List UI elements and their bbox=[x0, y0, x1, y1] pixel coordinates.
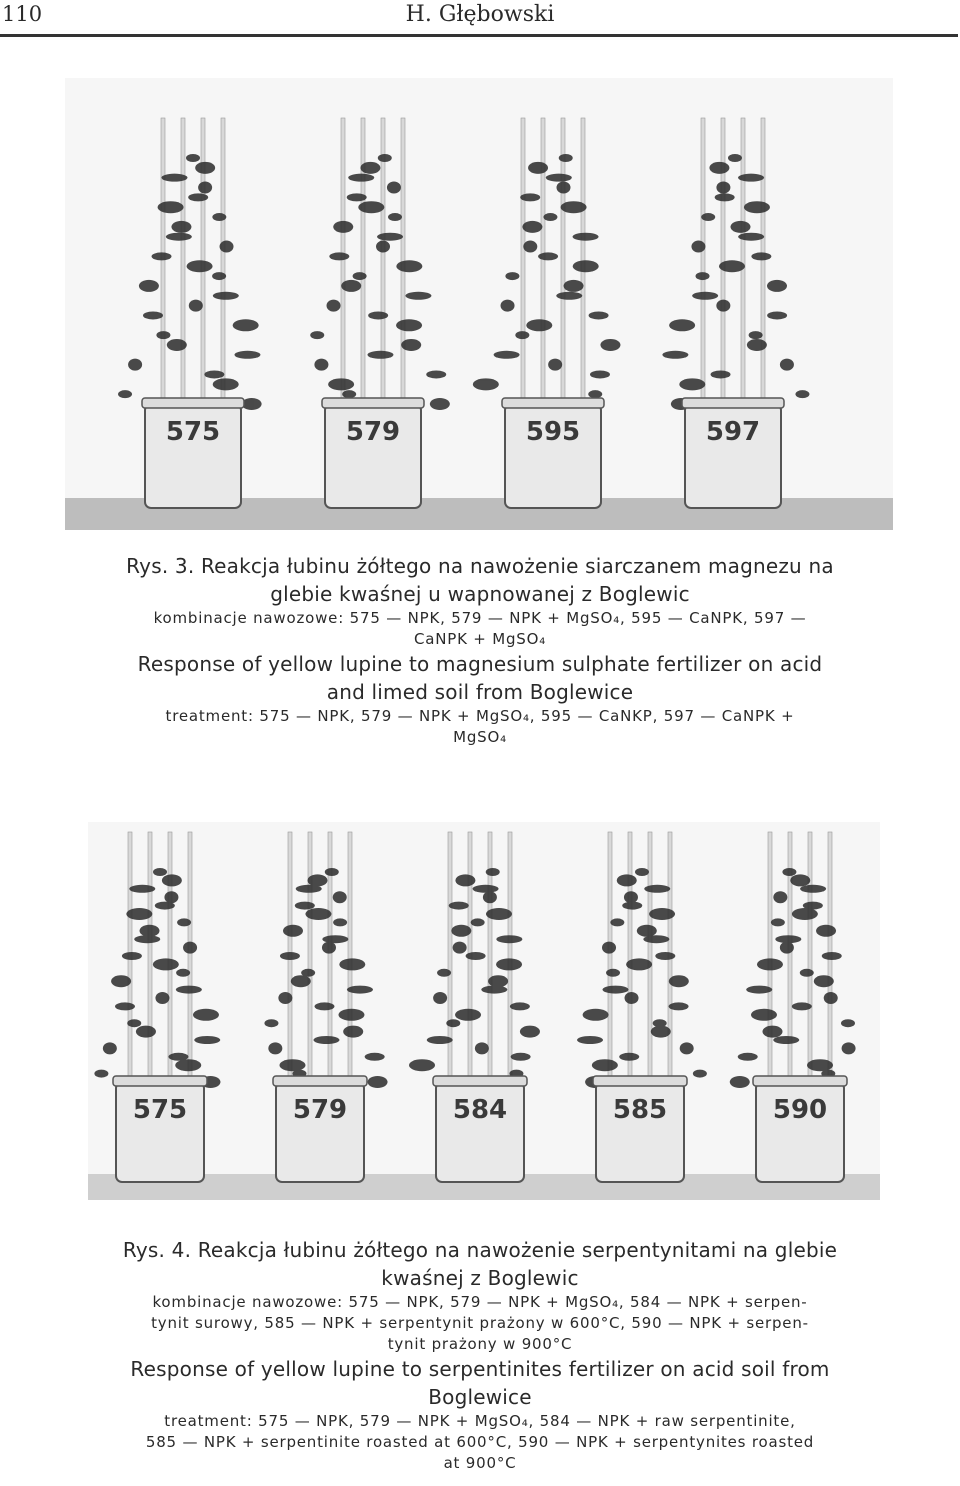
caption-pl-line1: Rys. 4. Reakcja łubinu żółtego na nawożenie serpentynitami na glebie bbox=[122, 1238, 838, 1262]
page-header bbox=[0, 0, 960, 38]
treatment-en-line2: MgSO₄ bbox=[453, 728, 507, 746]
caption-pl-line1: Rys. 3. Reakcja łubinu żółtego na nawożenie siarczanem magnezu na bbox=[126, 554, 834, 578]
pot-label: 575 bbox=[165, 417, 221, 447]
caption-en-line2: and limed soil from Boglewice bbox=[326, 680, 634, 704]
pot-label: 584 bbox=[452, 1095, 508, 1125]
pot-label: 597 bbox=[705, 417, 761, 447]
caption-pl-line2: kwaśnej z Boglewic bbox=[381, 1266, 579, 1290]
caption-en-line1: Response of yellow lupine to serpentinites fertilizer on acid soil from bbox=[130, 1357, 830, 1381]
figure-4-caption bbox=[60, 1236, 900, 1474]
pot-label: 595 bbox=[525, 417, 581, 447]
figure-3-photo bbox=[65, 78, 893, 530]
running-head-author: H. Głębowski bbox=[405, 2, 555, 27]
pot-label: 579 bbox=[345, 417, 401, 447]
pot-label: 579 bbox=[292, 1095, 348, 1125]
treatment-en-line1: treatment: 575 — NPK, 579 — NPK + MgSO₄, 595 — CaNKP, 597 — CaNPK + bbox=[165, 707, 795, 725]
pot-label: 585 bbox=[612, 1095, 668, 1125]
figure-3-caption bbox=[60, 552, 900, 748]
treatment-en-line1: treatment: 575 — NPK, 579 — NPK + MgSO₄, 584 — NPK + raw serpentinite, bbox=[164, 1412, 796, 1430]
treatment-pl-line1: kombinacje nawozowe: 575 — NPK, 579 — NPK + MgSO₄, 584 — NPK + serpen- bbox=[152, 1293, 808, 1311]
treatment-pl-line1: kombinacje nawozowe: 575 — NPK, 579 — NPK + MgSO₄, 595 — CaNPK, 597 — bbox=[153, 609, 807, 627]
caption-pl-line2: glebie kwaśnej u wapnowanej z Boglewic bbox=[270, 582, 690, 606]
treatment-pl-line2: CaNPK + MgSO₄ bbox=[413, 630, 547, 648]
treatment-pl-line2: tynit surowy, 585 — NPK + serpentynit prażony w 600°C, 590 — NPK + serpen- bbox=[151, 1314, 809, 1332]
page-number: 110 bbox=[2, 2, 43, 26]
treatment-en-line2: 585 — NPK + serpentinite roasted at 600°C, 590 — NPK + serpentynites roasted bbox=[145, 1433, 815, 1451]
caption-en-line1: Response of yellow lupine to magnesium sulphate fertilizer on acid bbox=[137, 652, 823, 676]
caption-en-line2: Boglewice bbox=[428, 1385, 532, 1409]
figure-4-photo bbox=[88, 822, 880, 1200]
treatment-en-line3: at 900°C bbox=[443, 1454, 517, 1472]
treatment-pl-line3: tynit prażony w 900°C bbox=[387, 1335, 573, 1353]
header-rule bbox=[0, 34, 958, 37]
pot-label: 590 bbox=[772, 1095, 828, 1125]
pot-label: 575 bbox=[132, 1095, 188, 1125]
